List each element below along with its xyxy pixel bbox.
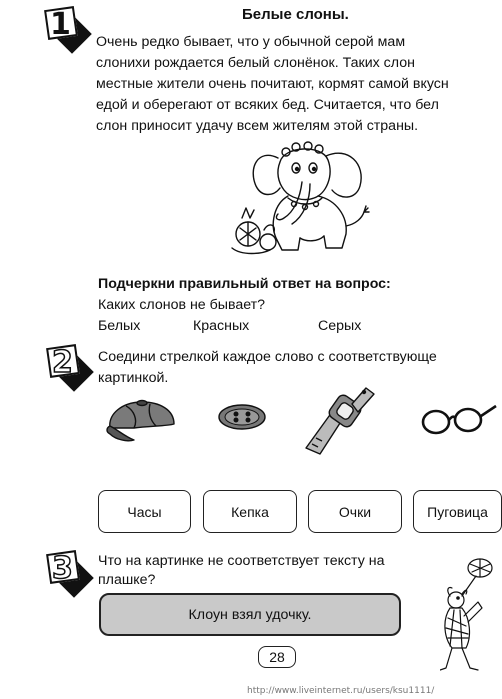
- clown-illustration: [440, 556, 502, 678]
- watermark-url: http://www.liveinternet.ru/users/ksu1111/: [247, 686, 435, 696]
- answer-option-white[interactable]: Белых: [98, 318, 141, 334]
- task1-subquestion: Каких слонов не бывает?: [98, 297, 266, 313]
- task-number-badge-3: [46, 550, 92, 596]
- task3-instruction: [98, 552, 438, 590]
- word-box-glasses[interactable]: Очки: [308, 490, 402, 533]
- task-number-2: 2: [52, 345, 73, 380]
- story-line: слонихи рождается белый слонёнок. Таких слон: [96, 55, 415, 71]
- story-line: слон приносит удачу всем жителям этой страны.: [96, 118, 419, 134]
- answer-option-grey[interactable]: Серых: [318, 318, 362, 334]
- task-number-1: 1: [50, 7, 71, 42]
- wristwatch-icon[interactable]: [302, 384, 376, 458]
- word-box-button[interactable]: Пуговица: [413, 490, 502, 533]
- page-number: 28: [258, 646, 296, 668]
- word-box-watch[interactable]: Часы: [98, 490, 191, 533]
- glasses-icon[interactable]: [418, 402, 498, 438]
- task3-line: плашке?: [98, 572, 156, 588]
- story-line: Очень редко бывает, что у обычной серой мам: [96, 34, 406, 50]
- task-number-badge-2: [46, 344, 92, 390]
- task2-line: картинкой.: [98, 370, 169, 386]
- task2-line: Соедини стрелкой каждое слово с соответствующе: [98, 349, 437, 365]
- task-number-badge-1: [44, 6, 90, 52]
- task-number-3: 3: [52, 551, 73, 586]
- word-box-cap[interactable]: Кепка: [203, 490, 297, 533]
- button-icon[interactable]: [216, 402, 268, 432]
- text-plaque: [99, 593, 401, 636]
- story-line: местные жители очень почитают, кормят самой вкусн: [96, 76, 449, 92]
- elephant-illustration: [218, 138, 378, 258]
- plaque-text: Клоун взял удочку.: [188, 606, 312, 623]
- cap-icon[interactable]: [104, 396, 180, 446]
- task2-instruction: [98, 347, 502, 389]
- story-line: едой и оберегают от всяких бед. Считается, что бел: [96, 97, 439, 113]
- task1-question: Подчеркни правильный ответ на вопрос:: [98, 276, 391, 292]
- task3-line: Что на картинке не соответствует тексту на: [98, 553, 385, 569]
- story-title: Белые слоны.: [242, 6, 349, 23]
- answer-option-red[interactable]: Красных: [193, 318, 250, 334]
- story-text: [96, 32, 502, 137]
